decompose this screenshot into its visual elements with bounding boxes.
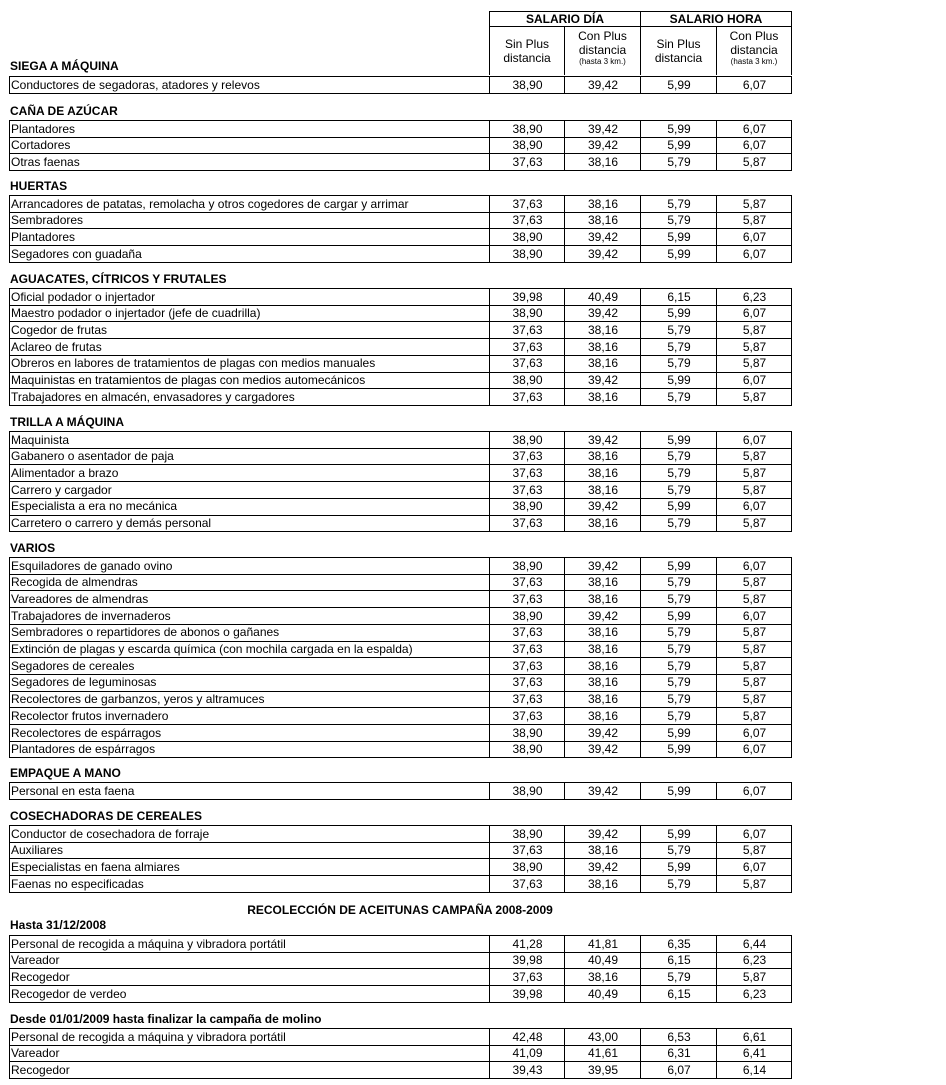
salario-hora-sin-plus: 5,79	[667, 658, 691, 673]
salario-dia-con-plus: 38,16	[587, 575, 619, 590]
distancia-label: distancia	[730, 43, 778, 57]
salario-dia-sin-plus: 38,90	[512, 229, 543, 244]
section-title: VARIOS	[10, 541, 56, 555]
salario-hora-sin-plus: 6,35	[667, 936, 691, 951]
salario-hora-sin-plus: 5,79	[667, 642, 691, 656]
category-label: Conductor de cosechadora de forraje	[11, 826, 210, 841]
category-label: Trabajadores de invernaderos	[11, 608, 171, 623]
salario-dia-sin-plus: 38,90	[512, 77, 543, 92]
section-title: EMPAQUE A MANO	[10, 766, 121, 780]
salario-hora-con-plus: 6,14	[742, 1062, 767, 1077]
salario-dia-con-plus: 38,16	[587, 708, 619, 723]
salario-dia-sin-plus: 39,98	[512, 986, 543, 1001]
salario-hora-con-plus: 6,07	[742, 306, 767, 321]
salario-dia-header: SALARIO DÍA	[526, 12, 604, 26]
salario-dia-con-plus: 39,42	[587, 306, 619, 321]
category-label: Arrancadores de patatas, remolacha y otros cogedores de cargar y arrimar	[11, 196, 409, 211]
category-label: Vareadores de almendras	[11, 591, 149, 606]
salario-hora-con-plus: 6,07	[742, 859, 767, 874]
salario-dia-con-plus: 39,42	[587, 826, 619, 841]
table-rule	[9, 1002, 792, 1003]
salario-dia-sin-plus: 38,90	[512, 499, 543, 514]
category-label: Vareador	[11, 953, 60, 968]
salario-dia-sin-plus: 39,98	[512, 289, 543, 304]
salario-dia-con-plus: 38,16	[587, 389, 619, 404]
category-label: Oficial podador o injertador	[11, 289, 156, 304]
category-label: Recolectores de garbanzos, yeros y altramuces	[11, 692, 265, 707]
salario-hora-sin-plus: 5,99	[667, 229, 691, 244]
salario-hora-con-plus: 5,87	[742, 339, 767, 354]
salario-dia-con-plus: 39,42	[587, 859, 619, 874]
salario-hora-con-plus: 6,07	[742, 138, 767, 153]
salario-dia-con-plus: 39,42	[587, 121, 619, 136]
salario-dia-con-plus: 39,42	[587, 608, 619, 623]
salario-dia-con-plus: 38,16	[587, 642, 619, 656]
category-label: Otras faenas	[11, 154, 80, 169]
section-title: TRILLA A MÁQUINA	[10, 415, 124, 429]
category-label: Segadores de leguminosas	[11, 675, 157, 690]
section-title: Desde 01/01/2009 hasta finalizar la campaña de molino	[10, 1012, 322, 1026]
salario-hora-sin-plus: 5,79	[667, 591, 691, 606]
table-rule	[9, 1078, 792, 1079]
salario-dia-sin-plus: 37,63	[512, 154, 543, 169]
sin-plus-label: Sin Plus	[656, 37, 701, 51]
salario-dia-sin-plus: 38,90	[512, 742, 543, 757]
salario-dia-sin-plus: 37,63	[512, 969, 543, 984]
section-title: AGUACATES, CÍTRICOS Y FRUTALES	[10, 272, 227, 286]
con-plus-header	[717, 29, 791, 67]
salario-hora-con-plus: 6,07	[742, 77, 767, 92]
salario-hora-sin-plus: 5,79	[667, 389, 691, 404]
salario-dia-con-plus: 38,16	[587, 339, 619, 354]
salario-dia-con-plus: 41,61	[587, 1046, 619, 1061]
category-label: Vareador	[11, 1046, 60, 1061]
salario-dia-con-plus: 38,16	[587, 591, 619, 606]
salario-dia-sin-plus: 41,28	[512, 936, 543, 951]
category-label: Trabajadores en almacén, envasadores y cargadores	[11, 389, 295, 404]
distancia-label: distancia	[578, 43, 627, 57]
salario-dia-con-plus: 38,16	[587, 969, 619, 984]
salario-hora-sin-plus: 5,79	[667, 356, 691, 371]
salario-dia-sin-plus: 37,63	[512, 465, 543, 480]
salario-hora-con-plus: 6,07	[742, 608, 767, 623]
salario-dia-sin-plus: 38,90	[512, 725, 543, 740]
category-label: Esquiladores de ganado ovino	[11, 558, 173, 573]
hasta-3km-label: (hasta 3 km.)	[579, 57, 626, 66]
table-rule	[9, 531, 792, 532]
salario-hora-sin-plus: 6,15	[667, 289, 691, 304]
category-label: Recogedor	[11, 969, 70, 984]
salario-dia-sin-plus: 38,90	[512, 246, 543, 261]
table-rule	[9, 757, 792, 758]
salario-dia-con-plus: 41,81	[587, 936, 619, 951]
salario-dia-sin-plus: 42,48	[512, 1029, 543, 1044]
category-label: Alimentador a brazo	[11, 465, 119, 480]
salario-hora-sin-plus: 6,53	[667, 1029, 691, 1044]
category-label: Recogida de almendras	[11, 575, 138, 590]
salario-hora-con-plus: 6,23	[742, 289, 767, 304]
salario-hora-con-plus: 5,87	[742, 969, 767, 984]
sin-plus-header	[641, 37, 716, 65]
salario-dia-sin-plus: 37,63	[512, 675, 543, 690]
category-label: Recogedor de verdeo	[11, 986, 127, 1001]
table-rule	[9, 892, 792, 893]
salario-dia-sin-plus: 37,63	[512, 356, 543, 371]
salario-dia-sin-plus: 37,63	[512, 876, 543, 891]
salario-dia-con-plus: 39,42	[587, 373, 619, 387]
salario-hora-sin-plus: 5,99	[667, 246, 691, 261]
salario-dia-con-plus: 43,00	[587, 1029, 619, 1044]
salario-hora-con-plus: 5,87	[742, 213, 767, 228]
salario-hora-con-plus: 5,87	[742, 658, 767, 673]
salario-dia-sin-plus: 37,63	[512, 625, 543, 640]
salario-hora-sin-plus: 5,99	[667, 783, 691, 798]
salario-hora-con-plus: 5,87	[742, 154, 767, 169]
salario-hora-sin-plus: 5,79	[667, 843, 691, 858]
salario-dia-sin-plus: 37,63	[512, 658, 543, 673]
salario-hora-con-plus: 6,61	[742, 1029, 767, 1044]
salario-hora-con-plus: 5,87	[742, 591, 767, 606]
category-label: Gabanero o asentador de paja	[11, 449, 174, 464]
table-rule	[9, 405, 792, 406]
category-label: Obreros en labores de tratamientos de plagas con medios manuales	[11, 356, 376, 371]
salario-dia-con-plus: 38,16	[587, 154, 619, 169]
salario-hora-sin-plus: 5,79	[667, 625, 691, 640]
salario-dia-sin-plus: 38,90	[512, 859, 543, 874]
salario-dia-sin-plus: 39,98	[512, 953, 543, 968]
table-rule	[9, 799, 792, 800]
category-label: Recolector frutos invernadero	[11, 708, 169, 723]
category-label: Personal en esta faena	[11, 783, 135, 798]
salario-dia-sin-plus: 41,09	[512, 1046, 543, 1061]
salario-hora-con-plus: 6,23	[742, 953, 767, 968]
category-label: Plantadores de espárragos	[11, 742, 156, 757]
salario-dia-sin-plus: 37,63	[512, 516, 543, 530]
salario-hora-con-plus: 6,07	[742, 783, 767, 798]
category-label: Aclareo de frutas	[11, 339, 102, 354]
con-plus-label: Con Plus	[578, 29, 627, 43]
salario-dia-con-plus: 38,16	[587, 675, 619, 690]
salario-hora-sin-plus: 5,79	[667, 969, 691, 984]
salario-hora-con-plus: 6,07	[742, 558, 767, 573]
category-label: Extinción de plagas y escarda química (con mochila cargada en la espalda)	[11, 642, 413, 656]
salario-hora-sin-plus: 5,99	[667, 77, 691, 92]
salario-dia-sin-plus: 37,63	[512, 575, 543, 590]
salario-hora-sin-plus: 5,79	[667, 876, 691, 891]
table-rule	[9, 93, 792, 94]
section-title: CAÑA DE AZÚCAR	[10, 104, 118, 118]
table-rule	[9, 170, 792, 171]
category-label: Plantadores	[11, 229, 76, 244]
salario-hora-sin-plus: 5,99	[667, 121, 691, 136]
salario-hora-sin-plus: 5,99	[667, 826, 691, 841]
salario-hora-con-plus: 6,07	[742, 742, 767, 757]
salario-hora-sin-plus: 5,79	[667, 449, 691, 464]
salario-hora-con-plus: 5,87	[742, 692, 767, 707]
salario-hora-con-plus: 5,87	[742, 843, 767, 858]
section-title: HUERTAS	[10, 179, 68, 193]
salario-dia-con-plus: 39,42	[587, 77, 619, 92]
salario-dia-con-plus: 38,16	[587, 658, 619, 673]
salario-hora-con-plus: 5,87	[742, 675, 767, 690]
salario-dia-sin-plus: 37,63	[512, 482, 543, 497]
salario-dia-con-plus: 38,16	[587, 322, 619, 337]
salario-hora-con-plus: 6,07	[742, 229, 767, 244]
salario-dia-sin-plus: 38,90	[512, 138, 543, 153]
category-label: Cortadores	[11, 138, 71, 153]
salario-dia-sin-plus: 37,63	[512, 591, 543, 606]
salario-dia-con-plus: 38,16	[587, 516, 619, 530]
salario-hora-sin-plus: 5,79	[667, 465, 691, 480]
salario-hora-sin-plus: 5,79	[667, 154, 691, 169]
salario-hora-con-plus: 6,41	[742, 1046, 767, 1061]
salario-hora-header: SALARIO HORA	[669, 12, 763, 26]
header-border	[791, 11, 792, 75]
salario-hora-sin-plus: 5,99	[667, 742, 691, 757]
salario-dia-con-plus: 39,42	[587, 742, 619, 757]
salario-hora-con-plus: 5,87	[742, 389, 767, 404]
salario-hora-con-plus: 5,87	[742, 449, 767, 464]
category-label: Auxiliares	[11, 843, 64, 858]
salario-hora-con-plus: 5,87	[742, 575, 767, 590]
salario-dia-sin-plus: 39,43	[512, 1062, 543, 1077]
salario-dia-con-plus: 40,49	[587, 289, 619, 304]
salario-hora-con-plus: 6,07	[742, 246, 767, 261]
salario-hora-con-plus: 6,07	[742, 725, 767, 740]
salario-hora-con-plus: 6,07	[742, 121, 767, 136]
salario-dia-sin-plus: 37,63	[512, 692, 543, 707]
salario-dia-con-plus: 38,16	[587, 625, 619, 640]
salario-hora-con-plus: 6,07	[742, 432, 767, 447]
salario-hora-sin-plus: 5,79	[667, 692, 691, 707]
salario-hora-sin-plus: 5,99	[667, 306, 691, 321]
salario-hora-sin-plus: 5,79	[667, 516, 691, 530]
sin-plus-header	[490, 37, 564, 65]
category-label: Cogedor de frutas	[11, 322, 108, 337]
category-label: Faenas no especificadas	[11, 876, 144, 891]
salario-hora-con-plus: 6,44	[742, 936, 767, 951]
olive-harvest-heading: RECOLECCIÓN DE ACEITUNAS CAMPAÑA 2008-2009	[247, 903, 553, 917]
salario-dia-sin-plus: 38,90	[512, 121, 543, 136]
salario-hora-con-plus: 6,07	[742, 373, 767, 387]
salario-dia-sin-plus: 38,90	[512, 826, 543, 841]
table-rule	[9, 262, 792, 263]
salario-dia-sin-plus: 38,90	[512, 608, 543, 623]
salario-dia-con-plus: 40,49	[587, 953, 619, 968]
salario-dia-con-plus: 38,16	[587, 843, 619, 858]
category-label: Segadores con guadaña	[11, 246, 142, 261]
salario-dia-sin-plus: 37,63	[512, 213, 543, 228]
category-label: Plantadores	[11, 121, 76, 136]
salario-hora-con-plus: 5,87	[742, 642, 767, 656]
salario-hora-con-plus: 5,87	[742, 876, 767, 891]
salario-hora-con-plus: 5,87	[742, 322, 767, 337]
salario-hora-sin-plus: 5,79	[667, 339, 691, 354]
salario-hora-sin-plus: 5,79	[667, 575, 691, 590]
salario-dia-sin-plus: 37,63	[512, 642, 543, 656]
salario-dia-sin-plus: 38,90	[512, 558, 543, 573]
salario-hora-sin-plus: 5,79	[667, 708, 691, 723]
salario-hora-sin-plus: 5,99	[667, 859, 691, 874]
salario-dia-con-plus: 38,16	[587, 465, 619, 480]
salario-dia-sin-plus: 37,63	[512, 708, 543, 723]
salario-dia-sin-plus: 38,90	[512, 432, 543, 447]
salario-hora-sin-plus: 5,79	[667, 322, 691, 337]
salario-dia-con-plus: 38,16	[587, 213, 619, 228]
salario-hora-con-plus: 5,87	[742, 482, 767, 497]
salario-dia-con-plus: 38,16	[587, 876, 619, 891]
salario-dia-con-plus: 40,49	[587, 986, 619, 1001]
salario-dia-con-plus: 38,16	[587, 196, 619, 211]
category-label: Especialista a era no mecánica	[11, 499, 178, 514]
salario-hora-sin-plus: 5,99	[667, 725, 691, 740]
salario-dia-con-plus: 39,42	[587, 229, 619, 244]
con-plus-header	[565, 29, 640, 67]
sin-plus-label: Sin Plus	[504, 37, 550, 51]
salario-dia-con-plus: 39,42	[587, 432, 619, 447]
salario-dia-sin-plus: 38,90	[512, 373, 543, 387]
hasta-3km-label: (hasta 3 km.)	[730, 57, 778, 66]
salario-dia-sin-plus: 37,63	[512, 843, 543, 858]
salario-hora-sin-plus: 6,07	[667, 1062, 691, 1077]
salario-dia-sin-plus: 37,63	[512, 449, 543, 464]
salario-dia-con-plus: 39,42	[587, 499, 619, 514]
category-label: Sembradores	[11, 213, 84, 228]
salario-hora-sin-plus: 5,99	[667, 608, 691, 623]
category-label: Conductores de segadoras, atadores y relevos	[11, 77, 260, 92]
salario-dia-sin-plus: 37,63	[512, 339, 543, 354]
category-label: Sembradores o repartidores de abonos o gañanes	[11, 625, 280, 640]
salario-hora-sin-plus: 5,79	[667, 675, 691, 690]
salario-hora-con-plus: 5,87	[742, 196, 767, 211]
con-plus-label: Con Plus	[729, 29, 779, 43]
salario-dia-sin-plus: 38,90	[512, 306, 543, 321]
section-title: SIEGA A MÁQUINA	[10, 59, 119, 73]
salario-dia-con-plus: 38,16	[587, 692, 619, 707]
salario-hora-sin-plus: 6,31	[667, 1046, 691, 1061]
salario-dia-sin-plus: 37,63	[512, 196, 543, 211]
section-title: Hasta 31/12/2008	[10, 918, 107, 932]
salario-hora-con-plus: 6,07	[742, 826, 767, 841]
salario-hora-sin-plus: 5,99	[667, 432, 691, 447]
salario-hora-con-plus: 5,87	[742, 465, 767, 480]
salario-hora-sin-plus: 5,99	[667, 138, 691, 153]
category-label: Personal de recogida a máquina y vibradora portátil	[11, 936, 286, 951]
salario-hora-sin-plus: 5,79	[667, 213, 691, 228]
salario-hora-sin-plus: 5,79	[667, 482, 691, 497]
salario-hora-sin-plus: 5,99	[667, 558, 691, 573]
category-label: Recogedor	[11, 1062, 70, 1077]
salario-dia-sin-plus: 37,63	[512, 389, 543, 404]
salario-dia-con-plus: 38,16	[587, 449, 619, 464]
category-label: Maquinistas en tratamientos de plagas con medios automecánicos	[11, 373, 366, 387]
distancia-label: distancia	[503, 51, 551, 65]
salario-hora-con-plus: 5,87	[742, 708, 767, 723]
category-label: Carrero y cargador	[11, 482, 112, 497]
salario-hora-con-plus: 6,23	[742, 986, 767, 1001]
salario-dia-con-plus: 39,95	[587, 1062, 619, 1077]
salario-dia-con-plus: 39,42	[587, 246, 619, 261]
salario-dia-con-plus: 39,42	[587, 783, 619, 798]
category-label: Maquinista	[11, 432, 70, 447]
salario-dia-con-plus: 38,16	[587, 356, 619, 371]
section-title: COSECHADORAS DE CEREALES	[10, 809, 203, 823]
distancia-label: distancia	[654, 51, 703, 65]
salario-dia-con-plus: 39,42	[587, 725, 619, 740]
salario-hora-sin-plus: 5,79	[667, 196, 691, 211]
salario-hora-sin-plus: 5,99	[667, 373, 691, 387]
salario-hora-sin-plus: 5,99	[667, 499, 691, 514]
category-label: Personal de recogida a máquina y vibradora portátil	[11, 1029, 286, 1044]
salario-hora-con-plus: 5,87	[742, 625, 767, 640]
salario-dia-con-plus: 39,42	[587, 558, 619, 573]
category-label: Segadores de cereales	[11, 658, 135, 673]
salario-dia-sin-plus: 38,90	[512, 783, 543, 798]
salario-dia-sin-plus: 37,63	[512, 322, 543, 337]
salario-hora-con-plus: 6,07	[742, 499, 767, 514]
category-label: Especialistas en faena almiares	[11, 859, 180, 874]
salario-dia-con-plus: 38,16	[587, 482, 619, 497]
salario-hora-con-plus: 5,87	[742, 356, 767, 371]
category-label: Recolectores de espárragos	[11, 725, 162, 740]
salario-dia-con-plus: 39,42	[587, 138, 619, 153]
category-label: Maestro podador o injertador (jefe de cuadrilla)	[11, 306, 261, 321]
salario-hora-sin-plus: 6,15	[667, 986, 691, 1001]
category-label: Carretero o carrero y demás personal	[11, 516, 212, 530]
salario-hora-sin-plus: 6,15	[667, 953, 691, 968]
salario-hora-con-plus: 5,87	[742, 516, 767, 530]
